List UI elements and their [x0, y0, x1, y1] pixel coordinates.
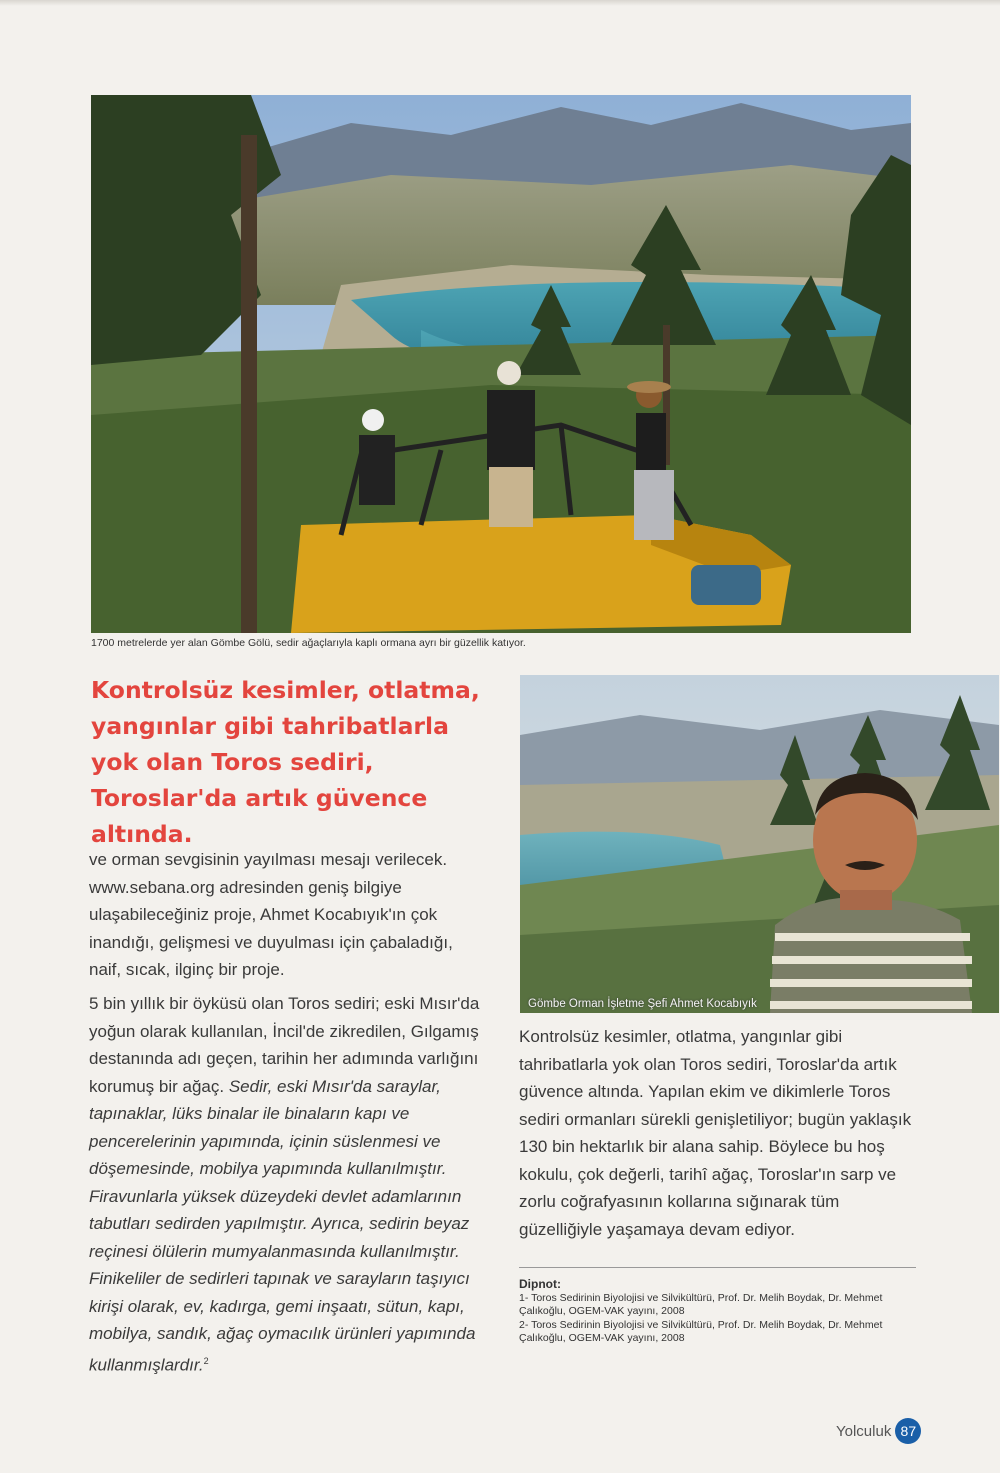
main-photo — [91, 95, 911, 633]
footnote-divider — [519, 1267, 916, 1268]
page-footer — [836, 1418, 921, 1444]
main-photo-caption: 1700 metrelerde yer alan Gömbe Gölü, sedir ağaçlarıyla kaplı ormana ayrı bir güzellik katıyor. — [91, 637, 526, 649]
footnote-ref: 2 — [203, 1355, 209, 1366]
left-paragraph-2-regular: 5 bin yıllık bir öyküsü olan Toros sediri; eski Mısır'da yoğun olarak kullanılan, İncil'de zikredilen, Gılgamış destanında adı geçen, tarihin her adımında varlığını korumuş bir ağaç. — [89, 994, 480, 1096]
magazine-name: Yolculuk — [836, 1422, 892, 1440]
pull-quote: Kontrolsüz kesimler, otlatma, yangınlar gibi tahribatlarla yok olan Toros sediri, Toroslar'da artık güvence altında. — [91, 676, 480, 848]
page-number-badge: 87 — [895, 1418, 921, 1444]
footnotes — [519, 1278, 919, 1346]
left-paragraph-2 — [89, 990, 489, 1379]
left-paragraph-2-italic: Sedir, eski Mısır'da saraylar, tapınaklar, lüks binalar ile binaların kapı ve pencerelerinin yapımında, içinin süslenmesi ve döşemesinde, mobilya yapımında kullanılmıştır. Firavunlarla yüksek düzeydeki devlet adamlarının tabutları sedirden yapılmıştır. Ayrıca, sedirin beyaz reçinesi ölülerin mumyalanmasında kullanılmıştır. Finikeliler de sedirleri tapınak ve sarayların taşıyıcı kirişi olarak, ev, kadırga, gemi inşaatı, sütun, kapı, mobilya, sandık, ağaç oymacılık ürünleri yapımında kullanmışlardır. — [89, 1076, 476, 1375]
page-edge — [0, 0, 1000, 6]
footnote-item: 2- Toros Sedirinin Biyolojisi ve Silvikültürü, Prof. Dr. Melih Boydak, Dr. Mehmet Çalıkoğlu, OGEM-VAK yayını, 2008 — [519, 1318, 883, 1344]
portrait-photo — [520, 675, 999, 1013]
right-paragraph: Kontrolsüz kesimler, otlatma, yangınlar gibi tahribatlarla yok olan Toros sediri, Toroslar'da artık güvence altında. Yapılan ekim ve dikimlerle Toros sediri ormanları sürekli genişletiliyor; bugün yaklaşık 130 bin hektarlık bir alana sahip. Böylece bu hoş kokulu, çok değerli, tarihî ağaç, Toroslar'ın sarp ve zorlu coğrafyasının kollarına sığınarak tüm güzelliğiyle yaşamaya devam ediyor. — [519, 1027, 912, 1239]
footnotes-title: Dipnot: — [519, 1277, 561, 1291]
footnote-item: 1- Toros Sedirinin Biyolojisi ve Silvikültürü, Prof. Dr. Melih Boydak, Dr. Mehmet Çalıkoğlu, OGEM-VAK yayını, 2008 — [519, 1291, 883, 1317]
left-paragraph-1: ve orman sevgisinin yayılması mesajı verilecek. www.sebana.org adresinden geniş bilgiye ulaşabileceğiniz proje, Ahmet Kocabıyık'ın çok inandığı, gelişmesi ve duyulması için çabaladığı, naif, sıcak, ilginç bir proje. — [89, 850, 453, 979]
portrait-photo-caption: Gömbe Orman İşletme Şefi Ahmet Kocabıyık — [528, 998, 757, 1010]
